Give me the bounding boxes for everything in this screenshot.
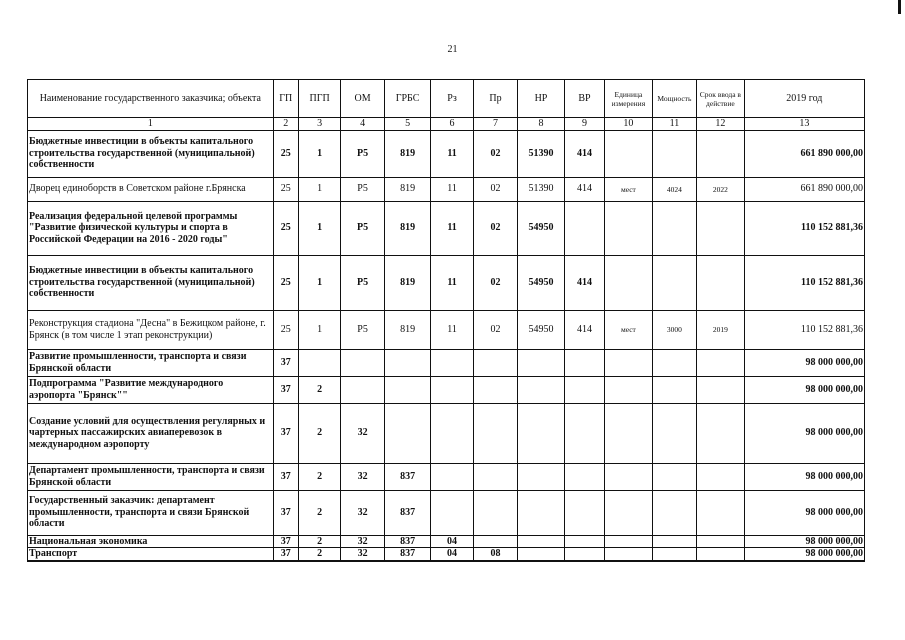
cell-pr xyxy=(473,349,517,376)
cell-ppgp: 1 xyxy=(298,310,340,349)
cell-unit xyxy=(605,201,653,255)
cell-ppgp xyxy=(298,349,340,376)
cell-ppgp: 2 xyxy=(298,548,340,561)
header-term: Срок ввода в действие xyxy=(697,80,745,118)
table-row xyxy=(28,310,865,349)
cell-capacity xyxy=(652,463,696,490)
cell-grbs: 819 xyxy=(384,130,431,177)
cell-vr xyxy=(564,376,604,403)
cell-term xyxy=(697,349,745,376)
budget-table xyxy=(27,79,865,562)
cell-term xyxy=(697,535,745,548)
cell-term: 2022 xyxy=(697,177,745,201)
table-row xyxy=(28,548,865,561)
header-name: Наименование государственного заказчика; объекта xyxy=(28,80,274,118)
cell-term xyxy=(697,548,745,561)
cell-vr xyxy=(564,349,604,376)
cell-vr xyxy=(564,201,604,255)
cell-capacity xyxy=(652,349,696,376)
row-name: Реконструкция стадиона "Десна" в Бежицком районе, г. Брянск (в том числе 1 этап реконструкции) xyxy=(28,310,274,349)
cell-nr xyxy=(518,349,565,376)
cell-grbs: 837 xyxy=(384,535,431,548)
cell-unit xyxy=(605,130,653,177)
cell-gp: 25 xyxy=(273,177,298,201)
scan-edge-mark xyxy=(898,0,901,14)
cell-vr xyxy=(564,490,604,535)
header-unit: Единица измерения xyxy=(605,80,653,118)
cell-rz: 11 xyxy=(431,130,473,177)
cell-om xyxy=(341,376,384,403)
cell-rz xyxy=(431,490,473,535)
column-number: 11 xyxy=(652,118,696,131)
column-number: 12 xyxy=(697,118,745,131)
cell-grbs xyxy=(384,376,431,403)
cell-vr xyxy=(564,403,604,463)
cell-nr: 51390 xyxy=(518,177,565,201)
header-capacity: Мощность xyxy=(652,80,696,118)
table-row xyxy=(28,403,865,463)
cell-gp: 37 xyxy=(273,376,298,403)
cell-grbs: 837 xyxy=(384,490,431,535)
cell-unit xyxy=(605,548,653,561)
cell-unit xyxy=(605,535,653,548)
cell-term xyxy=(697,255,745,310)
cell-unit xyxy=(605,403,653,463)
cell-ppgp: 2 xyxy=(298,535,340,548)
table-row xyxy=(28,376,865,403)
column-number: 2 xyxy=(273,118,298,131)
column-number: 10 xyxy=(605,118,653,131)
cell-sum-2019: 98 000 000,00 xyxy=(744,403,864,463)
cell-ppgp: 2 xyxy=(298,490,340,535)
cell-term xyxy=(697,376,745,403)
cell-capacity xyxy=(652,130,696,177)
cell-sum-2019: 98 000 000,00 xyxy=(744,463,864,490)
cell-capacity: 3000 xyxy=(652,310,696,349)
column-number: 3 xyxy=(298,118,340,131)
cell-grbs: 819 xyxy=(384,201,431,255)
cell-sum-2019: 98 000 000,00 xyxy=(744,535,864,548)
cell-vr: 414 xyxy=(564,177,604,201)
cell-pr xyxy=(473,403,517,463)
cell-term xyxy=(697,403,745,463)
cell-nr: 51390 xyxy=(518,130,565,177)
cell-sum-2019: 98 000 000,00 xyxy=(744,490,864,535)
cell-rz xyxy=(431,349,473,376)
row-name: Создание условий для осуществления регулярных и чартерных пассажирских авиаперевозок в международном аэропорту xyxy=(28,403,274,463)
cell-ppgp: 2 xyxy=(298,463,340,490)
table-row xyxy=(28,201,865,255)
column-number: 13 xyxy=(744,118,864,131)
cell-vr xyxy=(564,463,604,490)
header-rz: Рз xyxy=(431,80,473,118)
cell-nr xyxy=(518,463,565,490)
cell-sum-2019: 661 890 000,00 xyxy=(744,130,864,177)
cell-om: P5 xyxy=(341,177,384,201)
table-row xyxy=(28,490,865,535)
cell-gp: 37 xyxy=(273,463,298,490)
cell-unit xyxy=(605,376,653,403)
table-row xyxy=(28,130,865,177)
cell-term xyxy=(697,130,745,177)
cell-om xyxy=(341,349,384,376)
header-nr: НР xyxy=(518,80,565,118)
row-name: Бюджетные инвестиции в объекты капитального строительства государственной (муниципальной) собственности xyxy=(28,130,274,177)
cell-pr: 02 xyxy=(473,201,517,255)
column-number-row xyxy=(28,118,865,131)
column-number: 9 xyxy=(564,118,604,131)
cell-ppgp: 1 xyxy=(298,130,340,177)
header-grbs: ГРБС xyxy=(384,80,431,118)
row-name: Дворец единоборств в Советском районе г.Брянска xyxy=(28,177,274,201)
cell-om: P5 xyxy=(341,201,384,255)
cell-grbs: 819 xyxy=(384,177,431,201)
cell-term xyxy=(697,490,745,535)
page-number: 21 xyxy=(447,44,458,55)
cell-capacity xyxy=(652,490,696,535)
cell-gp: 37 xyxy=(273,403,298,463)
cell-grbs: 837 xyxy=(384,548,431,561)
cell-rz: 04 xyxy=(431,535,473,548)
row-name: Подпрограмма "Развитие международного аэропорта "Брянск"" xyxy=(28,376,274,403)
cell-ppgp: 1 xyxy=(298,255,340,310)
column-number: 7 xyxy=(473,118,517,131)
table-row xyxy=(28,177,865,201)
cell-ppgp: 1 xyxy=(298,177,340,201)
cell-unit xyxy=(605,490,653,535)
cell-sum-2019: 110 152 881,36 xyxy=(744,201,864,255)
cell-gp: 37 xyxy=(273,548,298,561)
cell-gp: 25 xyxy=(273,130,298,177)
cell-term xyxy=(697,201,745,255)
cell-capacity xyxy=(652,255,696,310)
cell-term xyxy=(697,463,745,490)
row-name: Бюджетные инвестиции в объекты капитального строительства государственной (муниципальной) собственности xyxy=(28,255,274,310)
cell-pr: 08 xyxy=(473,548,517,561)
cell-pr: 02 xyxy=(473,130,517,177)
row-name: Развитие промышленности, транспорта и связи Брянской области xyxy=(28,349,274,376)
cell-capacity xyxy=(652,535,696,548)
row-name: Реализация федеральной целевой программы "Развитие физической культуры и спорта в Российской Федерации на 2016 - 2020 годы" xyxy=(28,201,274,255)
cell-nr: 54950 xyxy=(518,310,565,349)
header-row xyxy=(28,80,865,118)
cell-rz xyxy=(431,403,473,463)
cell-pr: 02 xyxy=(473,255,517,310)
cell-grbs: 837 xyxy=(384,463,431,490)
column-number: 4 xyxy=(341,118,384,131)
cell-capacity xyxy=(652,201,696,255)
cell-rz xyxy=(431,463,473,490)
column-number: 8 xyxy=(518,118,565,131)
row-name: Государственный заказчик: департамент промышленности, транспорта и связи Брянской области xyxy=(28,490,274,535)
cell-rz: 11 xyxy=(431,310,473,349)
cell-rz xyxy=(431,376,473,403)
cell-om: 32 xyxy=(341,403,384,463)
cell-gp: 37 xyxy=(273,535,298,548)
cell-ppgp: 2 xyxy=(298,376,340,403)
cell-unit: мест xyxy=(605,177,653,201)
cell-sum-2019: 110 152 881,36 xyxy=(744,310,864,349)
cell-grbs xyxy=(384,349,431,376)
cell-nr xyxy=(518,490,565,535)
row-name: Национальная экономика xyxy=(28,535,274,548)
column-number: 1 xyxy=(28,118,274,131)
cell-om: 32 xyxy=(341,463,384,490)
header-gp: ГП xyxy=(273,80,298,118)
cell-unit: мест xyxy=(605,310,653,349)
header-pr: Пр xyxy=(473,80,517,118)
table-row xyxy=(28,463,865,490)
cell-rz: 04 xyxy=(431,548,473,561)
cell-sum-2019: 98 000 000,00 xyxy=(744,376,864,403)
header-year: 2019 год xyxy=(744,80,864,118)
cell-grbs xyxy=(384,403,431,463)
table-row xyxy=(28,535,865,548)
cell-term: 2019 xyxy=(697,310,745,349)
cell-grbs: 819 xyxy=(384,255,431,310)
cell-capacity xyxy=(652,376,696,403)
cell-pr: 02 xyxy=(473,310,517,349)
cell-nr xyxy=(518,376,565,403)
cell-ppgp: 2 xyxy=(298,403,340,463)
row-name: Транспорт xyxy=(28,548,274,561)
cell-nr xyxy=(518,403,565,463)
cell-capacity xyxy=(652,403,696,463)
cell-sum-2019: 98 000 000,00 xyxy=(744,349,864,376)
row-name: Департамент промышленности, транспорта и связи Брянской области xyxy=(28,463,274,490)
header-om: ОМ xyxy=(341,80,384,118)
cell-rz: 11 xyxy=(431,177,473,201)
cell-unit xyxy=(605,349,653,376)
cell-vr xyxy=(564,548,604,561)
cell-pr xyxy=(473,490,517,535)
cell-nr: 54950 xyxy=(518,255,565,310)
cell-sum-2019: 98 000 000,00 xyxy=(744,548,864,561)
cell-gp: 25 xyxy=(273,201,298,255)
cell-vr: 414 xyxy=(564,255,604,310)
cell-ppgp: 1 xyxy=(298,201,340,255)
cell-gp: 25 xyxy=(273,255,298,310)
cell-om: 32 xyxy=(341,548,384,561)
column-number: 6 xyxy=(431,118,473,131)
cell-vr: 414 xyxy=(564,310,604,349)
cell-nr: 54950 xyxy=(518,201,565,255)
cell-pr xyxy=(473,535,517,548)
cell-sum-2019: 110 152 881,36 xyxy=(744,255,864,310)
cell-capacity: 4024 xyxy=(652,177,696,201)
cell-rz: 11 xyxy=(431,201,473,255)
cell-unit xyxy=(605,255,653,310)
cell-sum-2019: 661 890 000,00 xyxy=(744,177,864,201)
cell-vr: 414 xyxy=(564,130,604,177)
cell-capacity xyxy=(652,548,696,561)
cell-gp: 25 xyxy=(273,310,298,349)
cell-om: 32 xyxy=(341,535,384,548)
cell-pr xyxy=(473,376,517,403)
cell-om: P5 xyxy=(341,255,384,310)
column-number: 5 xyxy=(384,118,431,131)
header-ppgp: ПГП xyxy=(298,80,340,118)
table-row xyxy=(28,255,865,310)
header-vr: ВР xyxy=(564,80,604,118)
cell-om: P5 xyxy=(341,310,384,349)
cell-pr xyxy=(473,463,517,490)
cell-rz: 11 xyxy=(431,255,473,310)
cell-pr: 02 xyxy=(473,177,517,201)
cell-nr xyxy=(518,535,565,548)
cell-om: 32 xyxy=(341,490,384,535)
cell-om: P5 xyxy=(341,130,384,177)
cell-gp: 37 xyxy=(273,490,298,535)
table-row xyxy=(28,349,865,376)
cell-vr xyxy=(564,535,604,548)
cell-grbs: 819 xyxy=(384,310,431,349)
cell-gp: 37 xyxy=(273,349,298,376)
cell-unit xyxy=(605,463,653,490)
cell-nr xyxy=(518,548,565,561)
